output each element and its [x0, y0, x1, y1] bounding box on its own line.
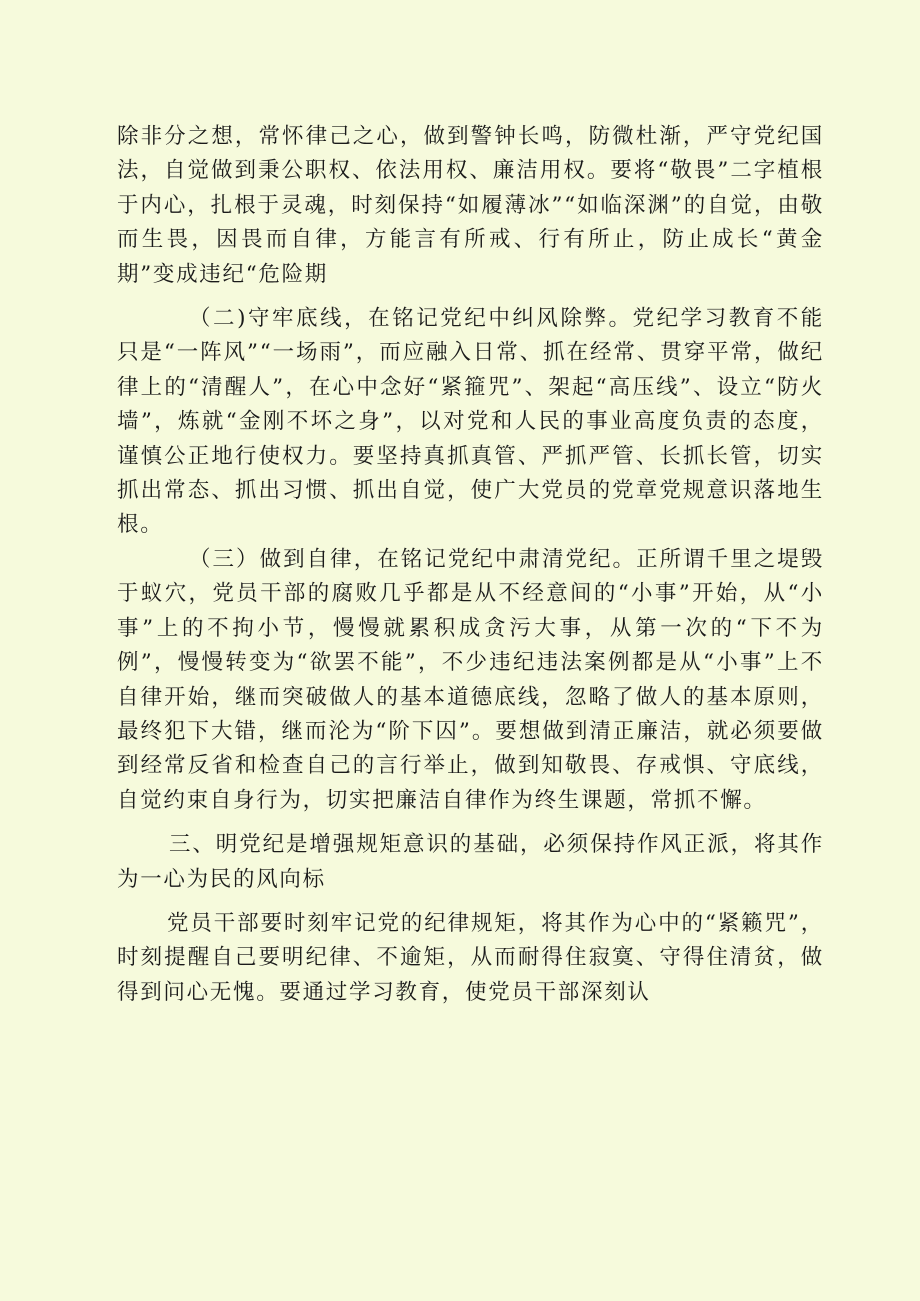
paragraph-section-two: （二)守牢底线，在铭记党纪中纠风除弊。党纪学习教育不能只是“一阵风”“一场雨”，而应融入日常、抓在经常、贯穿平常，做纪律上的“清醒人”，在心中念好“紧箍咒”、架起“高压线”、设立“防火墙”，炼就“金刚不坏之身”，以对党和人民的事业高度负责的态度，谨慎公正地行使权力。要坚持真抓真管、严抓严管、长抓长管，切实抓出常态、抓出习惯、抓出自觉，使广大党员的党章党规意识落地生根。: [117, 306, 824, 538]
paragraph-section-three: （三）做到自律，在铭记党纪中肃清党纪。正所谓千里之堤毁于蚁穴，党员干部的腐败几乎都是从不经意间的“小事”开始，从“小事”上的不拘小节，慢慢就累积成贪污大事，从第一次的“下不为例”，慢慢转变为“欲罢不能”，不少违纪违法案例都是从“小事”上不自律开始，继而突破做人的基本道德底线，忽略了做人的基本原则，最终犯下大错，继而沦为“阶下囚”。要想做到清正廉洁，就必须要做到经常反省和检查自己的言行举止，做到知敬畏、存戒惧、守底线，自觉约束自身行为，切实把廉洁自律作为终生课题，常抓不懈。: [117, 546, 824, 813]
paragraph-continuation: 除非分之想，常怀律己之心，做到警钟长鸣，防微杜渐，严守党纪国法，自觉做到秉公职权、依法用权、廉洁用权。要将“敬畏”二字植根于内心，扎根于灵魂，时刻保持“如履薄冰”“如临深渊”的自觉，由敬而生畏，因畏而自律，方能言有所戒、行有所止，防止成长“黄金期”变成违纪“危险期: [117, 124, 824, 287]
section-heading-three: 三、明党纪是增强规矩意识的基础，必须保持作风正派，将其作为一心为民的风向标: [117, 832, 824, 892]
paragraph-body: 党员干部要时刻牢记党的纪律规矩，将其作为心中的“紧籁咒”，时刻提醒自己要明纪律、不逾矩，从而耐得住寂寞、守得住清贫，做得到问心无愧。要通过学习教育，使党员干部深刻认: [117, 910, 824, 1005]
